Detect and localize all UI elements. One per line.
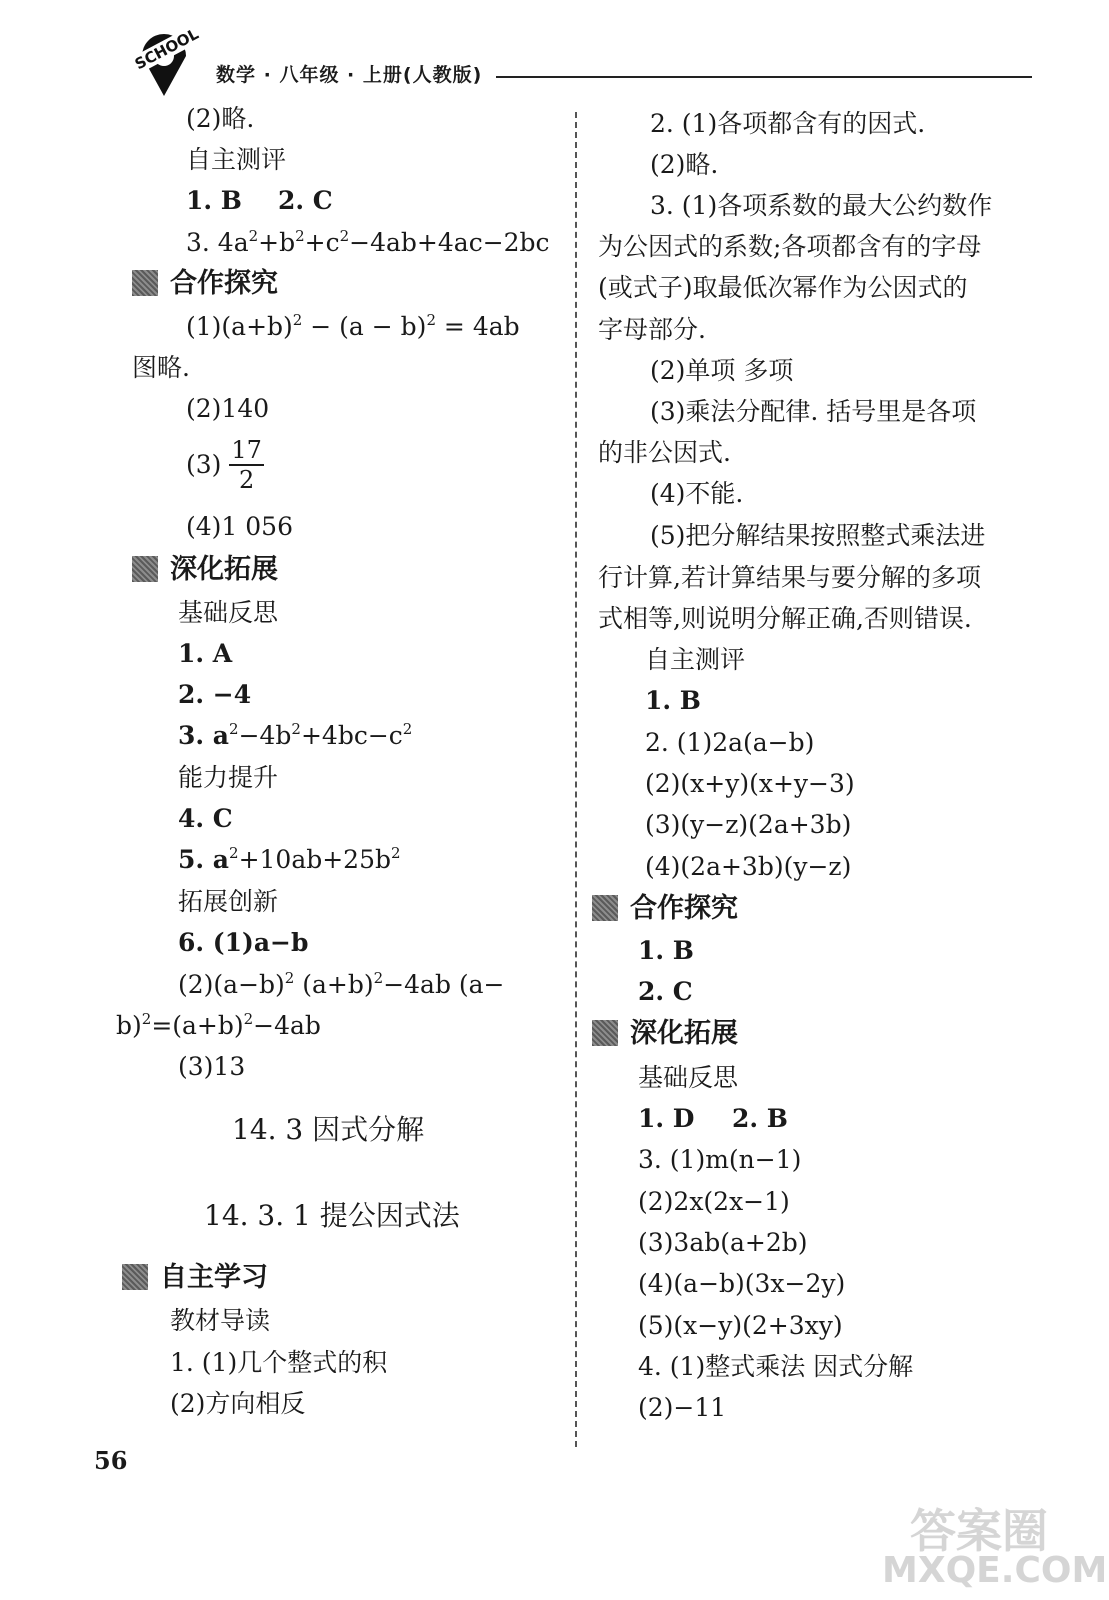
left-line: (2)方向相反 (170, 1389, 306, 1418)
left-line: 4. C (178, 804, 233, 833)
column-divider (575, 112, 577, 1447)
right-line: 基础反思 (638, 1063, 739, 1092)
right-line: 2. C (638, 977, 693, 1006)
right-line: 2. (1)2a(a−b) (645, 728, 815, 757)
heading-square-icon (592, 1020, 618, 1046)
right-line: 行计算,若计算结果与要分解的多项 (598, 563, 981, 592)
heading-square-icon (132, 556, 158, 582)
heading-square-icon (592, 895, 618, 921)
right-line: (2)略. (650, 150, 719, 179)
left-fraction-line: (3) $\frac{17}{2}$ (186, 436, 262, 494)
right-line: (2)单项 多项 (650, 356, 794, 385)
right-line: 4. (1)整式乘法 因式分解 (638, 1352, 914, 1381)
right-line: 1. D (638, 1104, 695, 1133)
header-subject: 数学 · 八年级 · 上册(人教版) (216, 64, 483, 86)
left-line: 1. A (178, 639, 233, 668)
left-line: 自主测评 (186, 145, 287, 174)
right-line: (5)(x−y)(2+3xy) (638, 1311, 843, 1340)
right-line: 1. B (638, 936, 694, 965)
right-line: (3)3ab(a+2b) (638, 1228, 808, 1257)
right-line: 2. (1)各项都含有的因式. (650, 109, 926, 138)
right-line: (4)(a−b)(3x−2y) (638, 1269, 846, 1298)
left-formula: $b)^2=(a+b)^2-4ab$ (116, 1010, 321, 1040)
left-line: (2)140 (186, 394, 270, 423)
left-formula: 3. $4a^2+b^2+c^2-4ab+4ac-2bc$ (186, 227, 550, 257)
left-formula: $(2)(a-b)^2$ $(a+b)^2-4ab$ (a− (178, 969, 505, 999)
section-heading: 合作探究 (132, 268, 278, 300)
right-line: (3)(y−z)(2a+3b) (645, 810, 852, 839)
logo-text: SCHOOL (131, 24, 202, 74)
left-line: 基础反思 (178, 598, 279, 627)
fraction: $\frac{17}{2}$ (231, 436, 262, 494)
right-line: (3)乘法分配律. 括号里是各项 (650, 397, 977, 426)
left-line: 拓展创新 (178, 887, 279, 916)
school-logo (128, 24, 202, 102)
header-rule (496, 76, 1032, 78)
left-formula: $(1)(a+b)^2 - (a - b)^2 = 4ab$ (186, 311, 520, 341)
section-heading: 深化拓展 (592, 1018, 738, 1050)
subsection-title: 14. 3. 1 提公因式法 (204, 1199, 460, 1232)
section-heading: 合作探究 (592, 893, 738, 925)
watermark-logo: 答案圈 (910, 1504, 1048, 1558)
page-number: 56 (94, 1446, 128, 1475)
right-line: (4)(2a+3b)(y−z) (645, 852, 852, 881)
right-line: (2)2x(2x−1) (638, 1187, 790, 1216)
right-line: 的非公因式. (598, 438, 731, 467)
right-line: 2. B (732, 1104, 788, 1133)
section-heading: 深化拓展 (132, 554, 278, 586)
section-heading: 自主学习 (122, 1262, 268, 1294)
right-line: 字母部分. (598, 315, 706, 344)
left-line: 6. (1)a−b (178, 928, 309, 957)
heading-square-icon (122, 1264, 148, 1290)
left-line: (3)13 (178, 1052, 246, 1081)
section-title: 14. 3 因式分解 (232, 1113, 425, 1146)
right-line: (2)(x+y)(x+y−3) (645, 769, 855, 798)
heading-square-icon (132, 270, 158, 296)
left-line: 教材导读 (170, 1306, 271, 1335)
left-formula: 5. $a^2+10ab+25b^2$ (178, 844, 401, 874)
left-formula: 3. $a^2-4b^2+4bc-c^2$ (178, 720, 413, 750)
right-line: 3. (1)各项系数的最大公约数作 (650, 191, 993, 220)
right-line: 式相等,则说明分解正确,否则错误. (598, 604, 972, 633)
left-line: 1. (1)几个整式的积 (170, 1348, 388, 1377)
right-line: 为公因式的系数;各项都含有的字母 (598, 232, 982, 261)
left-line: 2. C (278, 186, 333, 215)
left-line: (2)略. (186, 104, 255, 133)
right-line: (2)−11 (638, 1393, 727, 1422)
right-line: (5)把分解结果按照整式乘法进 (650, 521, 986, 550)
left-line: 1. B (186, 186, 242, 215)
left-line: 图略. (132, 353, 190, 382)
right-line: (或式子)取最低次幂作为公因式的 (598, 273, 968, 302)
watermark-url: MXQE.COM (882, 1550, 1108, 1591)
right-line: (4)不能. (650, 479, 744, 508)
right-line: 1. B (645, 686, 701, 715)
left-line: 2. −4 (178, 680, 252, 709)
right-line: 3. (1)m(n−1) (638, 1145, 802, 1174)
right-line: 自主测评 (645, 645, 746, 674)
left-line: (4)1 056 (186, 512, 293, 541)
left-line: 能力提升 (178, 763, 279, 792)
